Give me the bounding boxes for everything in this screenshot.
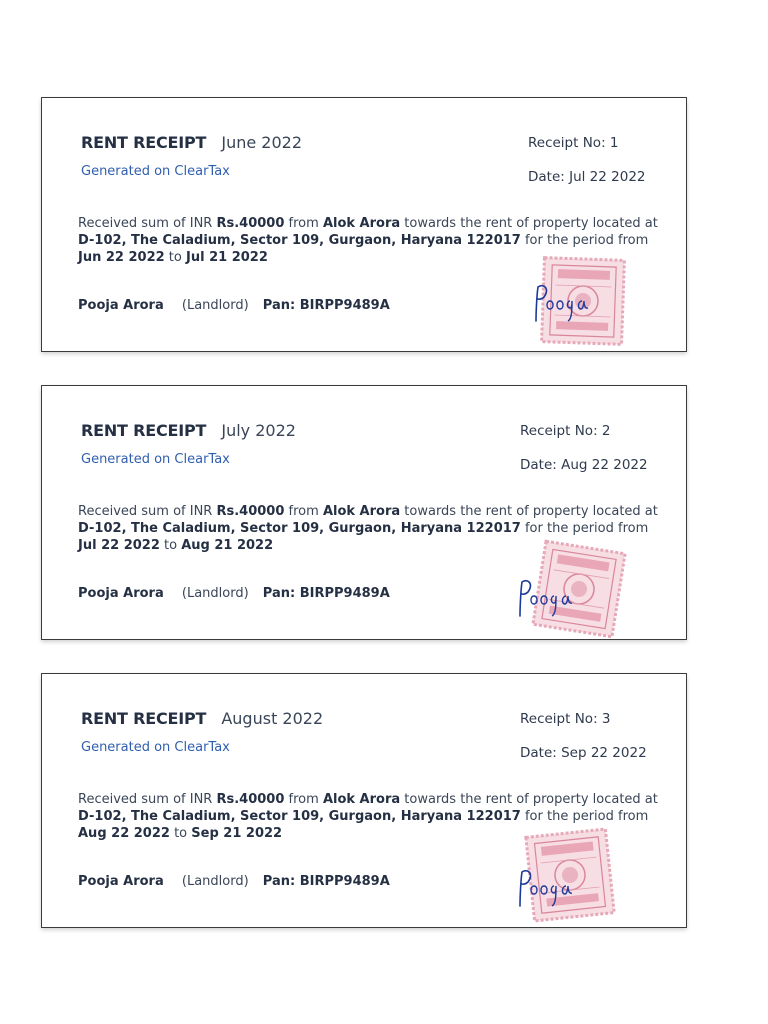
body-text-segment: for the period from (520, 521, 649, 536)
body-text-segment: from (284, 792, 323, 807)
body-text-segment: for the period from (520, 233, 649, 248)
landlord-role: (Landlord) (181, 298, 249, 313)
body-text-segment: towards the rent of property located at (400, 504, 658, 519)
body-text-segment: to (169, 826, 192, 841)
tenant-name: Alok Arora (322, 792, 401, 807)
amount: Rs.40000 (216, 504, 285, 519)
period-from-date: Jun 22 2022 (78, 250, 165, 265)
receipt-heading (81, 133, 302, 152)
period-to-date: Aug 21 2022 (181, 538, 274, 553)
landlord-name: Pooja Arora (78, 874, 164, 889)
landlord-line (78, 586, 390, 601)
landlord-pan: Pan: BIRPP9489A (262, 586, 390, 601)
generated-on-label: Generated on ClearTax (81, 164, 230, 179)
body-text-segment: Received sum of INR (78, 216, 217, 231)
body-text-segment: Received sum of INR (78, 504, 217, 519)
landlord-name: Pooja Arora (78, 298, 164, 313)
body-text-segment: to (164, 250, 186, 265)
landlord-line (78, 298, 390, 313)
rent-receipt-card (41, 97, 687, 352)
receipt-number: Receipt No: 3 (520, 711, 611, 727)
landlord-role: (Landlord) (181, 586, 249, 601)
generated-on-label: Generated on ClearTax (81, 452, 230, 467)
receipt-date: Date: Jul 22 2022 (528, 169, 646, 185)
body-text-segment: towards the rent of property located at (400, 792, 658, 807)
receipt-title: RENT RECEIPT (81, 709, 207, 728)
receipt-number: Receipt No: 2 (520, 423, 611, 439)
period-to-date: Sep 21 2022 (191, 826, 283, 841)
property-address: D-102, The Caladium, Sector 109, Gurgaon, Haryana 122017 (78, 233, 521, 248)
landlord-line (78, 874, 390, 889)
period-from-date: Aug 22 2022 (78, 826, 170, 841)
receipt-heading (81, 709, 323, 728)
body-text-segment: from (284, 504, 323, 519)
receipt-month: June 2022 (221, 133, 302, 152)
signature-icon (530, 281, 592, 325)
period-to-date: Jul 21 2022 (186, 250, 268, 265)
amount: Rs.40000 (216, 216, 285, 231)
tenant-name: Alok Arora (322, 504, 401, 519)
landlord-pan: Pan: BIRPP9489A (262, 874, 390, 889)
receipt-date: Date: Aug 22 2022 (520, 457, 648, 473)
amount: Rs.40000 (216, 792, 285, 807)
receipt-heading (81, 421, 296, 440)
receipt-date: Date: Sep 22 2022 (520, 745, 647, 761)
receipt-number: Receipt No: 1 (528, 135, 619, 151)
rent-receipt-card (41, 385, 687, 640)
body-text-segment: Received sum of INR (78, 792, 217, 807)
receipt-title: RENT RECEIPT (81, 133, 207, 152)
signature-icon (514, 576, 576, 620)
property-address: D-102, The Caladium, Sector 109, Gurgaon, Haryana 122017 (78, 809, 521, 824)
period-from-date: Jul 22 2022 (78, 538, 160, 553)
receipt-month: August 2022 (221, 709, 324, 728)
receipt-title: RENT RECEIPT (81, 421, 207, 440)
generated-on-label: Generated on ClearTax (81, 740, 230, 755)
property-address: D-102, The Caladium, Sector 109, Gurgaon, Haryana 122017 (78, 521, 521, 536)
body-text-segment: from (284, 216, 323, 231)
landlord-pan: Pan: BIRPP9489A (262, 298, 390, 313)
receipt-month: July 2022 (221, 421, 296, 440)
signature-icon (514, 866, 576, 910)
body-text-segment: to (159, 538, 182, 553)
body-text-segment: towards the rent of property located at (400, 216, 658, 231)
landlord-role: (Landlord) (181, 874, 249, 889)
rent-receipt-card (41, 673, 687, 928)
landlord-name: Pooja Arora (78, 586, 164, 601)
tenant-name: Alok Arora (322, 216, 401, 231)
body-text-segment: for the period from (520, 809, 649, 824)
